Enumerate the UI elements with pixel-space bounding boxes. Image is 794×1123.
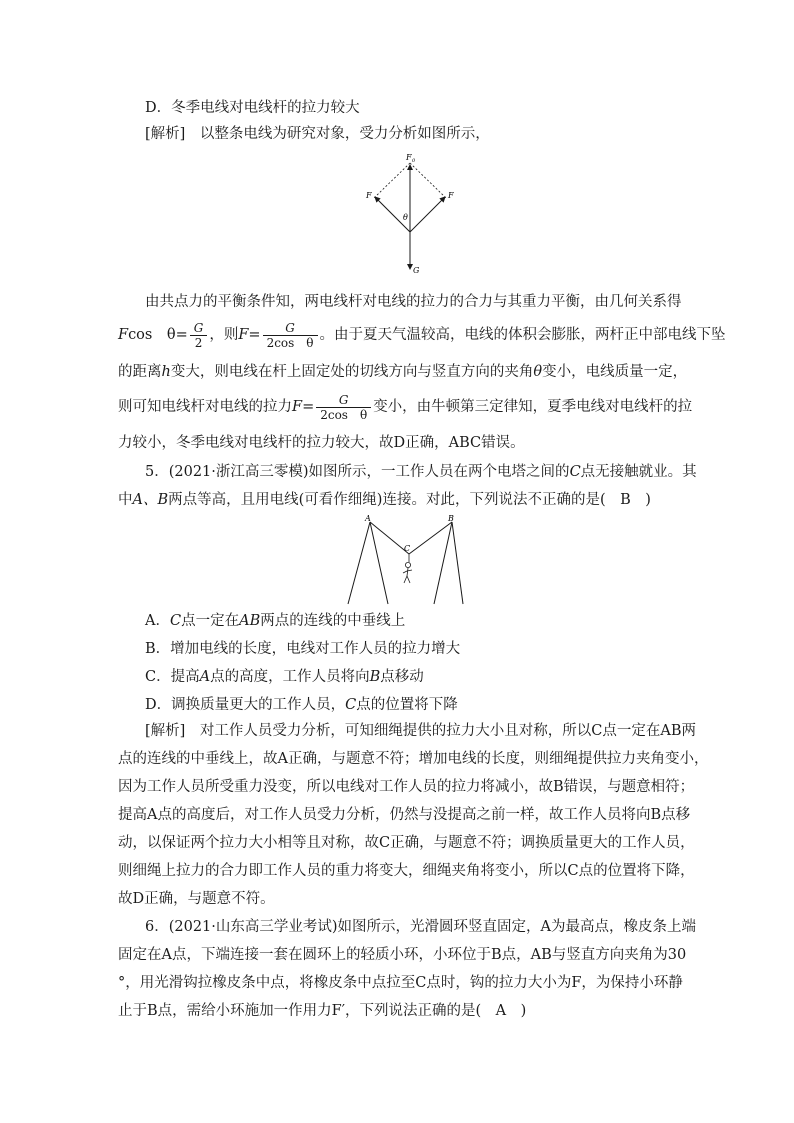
label-theta: θ [403,213,408,222]
label-f0-sub: 0 [412,158,416,164]
fraction-g-over-2: $\frac{G}{2}$ [190,321,208,350]
q6-line2: 固定在A点，下端连接一套在圆环上的轻质小环，小环位于B点，AB与竖直方向夹角为30 [118,947,687,963]
worker-icon [403,554,412,583]
q5-option-d: D．调换质量更大的工作人员，C点的位置将下降 [145,697,458,713]
label-b: B [448,514,454,523]
para1-line1: 由共点力的平衡条件知，两电线杆对电线的拉力的合力与其重力平衡，由几何关系得 [145,294,682,310]
label-c: C [404,544,411,553]
q6-line4: 止于B点，需给小环施加一作用力F′，下列说法正确的是( A ) [118,1003,527,1019]
analysis5-line7: 故D正确，与题意不符。 [118,891,275,907]
label-f-left: F [366,191,372,200]
fraction-g-over-2cos: $\frac{G}{\text{2cos θ}}$ [263,321,318,350]
analysis5-line6: 则细绳上拉力的合力即工作人员的重力将变大，细绳夹角将变小，所以C点的位置将下降， [118,863,695,879]
label-g: G [413,266,420,275]
analysis-intro: [解析] 以整条电线为研究对象，受力分析如图所示， [145,126,490,142]
label-a: A [365,514,371,523]
label-f0: F [406,153,412,162]
force-diagram [360,150,460,278]
analysis5-line3: 因为工作人员所受重力没变，所以电线对工作人员的拉力将减小，故B错误，与题意相符； [118,779,695,795]
q5-option-b: B．增加电线的长度，电线对工作人员的拉力增大 [145,641,461,657]
q6-line3: °，用光滑钩拉橡皮条中点，将橡皮条中点拉至C点时，钩的拉力大小为F，为保持小环静 [118,975,683,991]
label-f-right: F [448,191,454,200]
q5-line2: 中A、B两点等高，且用电线(可看作细绳)连接。对此，下列说法不正确的是( B ) [118,492,651,508]
q6-line1: 6．(2021·山东高三学业考试)如图所示，光滑圆环竖直固定，A为最高点，橡皮条上端 [145,919,697,935]
para1-line2: Fcos θ= $\frac{G}{2}$ ，则F= $\frac{G}{\text{2cos θ}}$ 。由于夏天气温较高，电线的体积会膨胀，两杆正中部电线下坠 [118,320,726,350]
tower-diagram [342,514,466,606]
analysis5-line4: 提高A点的高度后，对工作人员受力分析，仍然与没提高之前一样，故工作人员将向B点移 [118,807,691,823]
fraction-g-over-2cos-2: $\frac{G}{\text{2cos θ}}$ [316,393,371,422]
q5-option-c: C．提高A点的高度，工作人员将向B点移动 [145,669,424,685]
analysis5-line2: 点的连线的中垂线上，故A正确，与题意不符；增加电线的长度，则细绳提供拉力夹角变小， [118,751,709,767]
para1 [145,287,682,317]
analysis5-line1: [解析] 对工作人员受力分析，可知细绳提供的拉力大小且对称，所以C点一定在AB两 [145,723,697,739]
para1-line5: 力较小，冬季电线对电线杆的拉力较大，故D正确，ABC错误。 [118,435,525,451]
option-d: D．冬季电线对电线杆的拉力较大 [145,100,360,116]
q5-line1: 5．(2021·浙江高三零模)如图所示，一工作人员在两个电塔之间的C点无接触就业。其 [145,464,697,480]
q5-option-a: A．C点一定在AB两点的连线的中垂线上 [145,613,406,629]
para1-line4: 则可知电线杆对电线的拉力F= $\frac{G}{\text{2cos θ}}$ 变小，由牛顿第三定律知，夏季电线对电线杆的拉 [118,392,693,422]
analysis5-line5: 动，以保证两个拉力大小相等且对称，故C正确，与题意不符；调换质量更大的工作人员， [118,835,695,851]
para1-line3: 的距离h变大，则电线在杆上固定处的切线方向与竖直方向的夹角θ变小，电线质量一定， [118,364,688,380]
